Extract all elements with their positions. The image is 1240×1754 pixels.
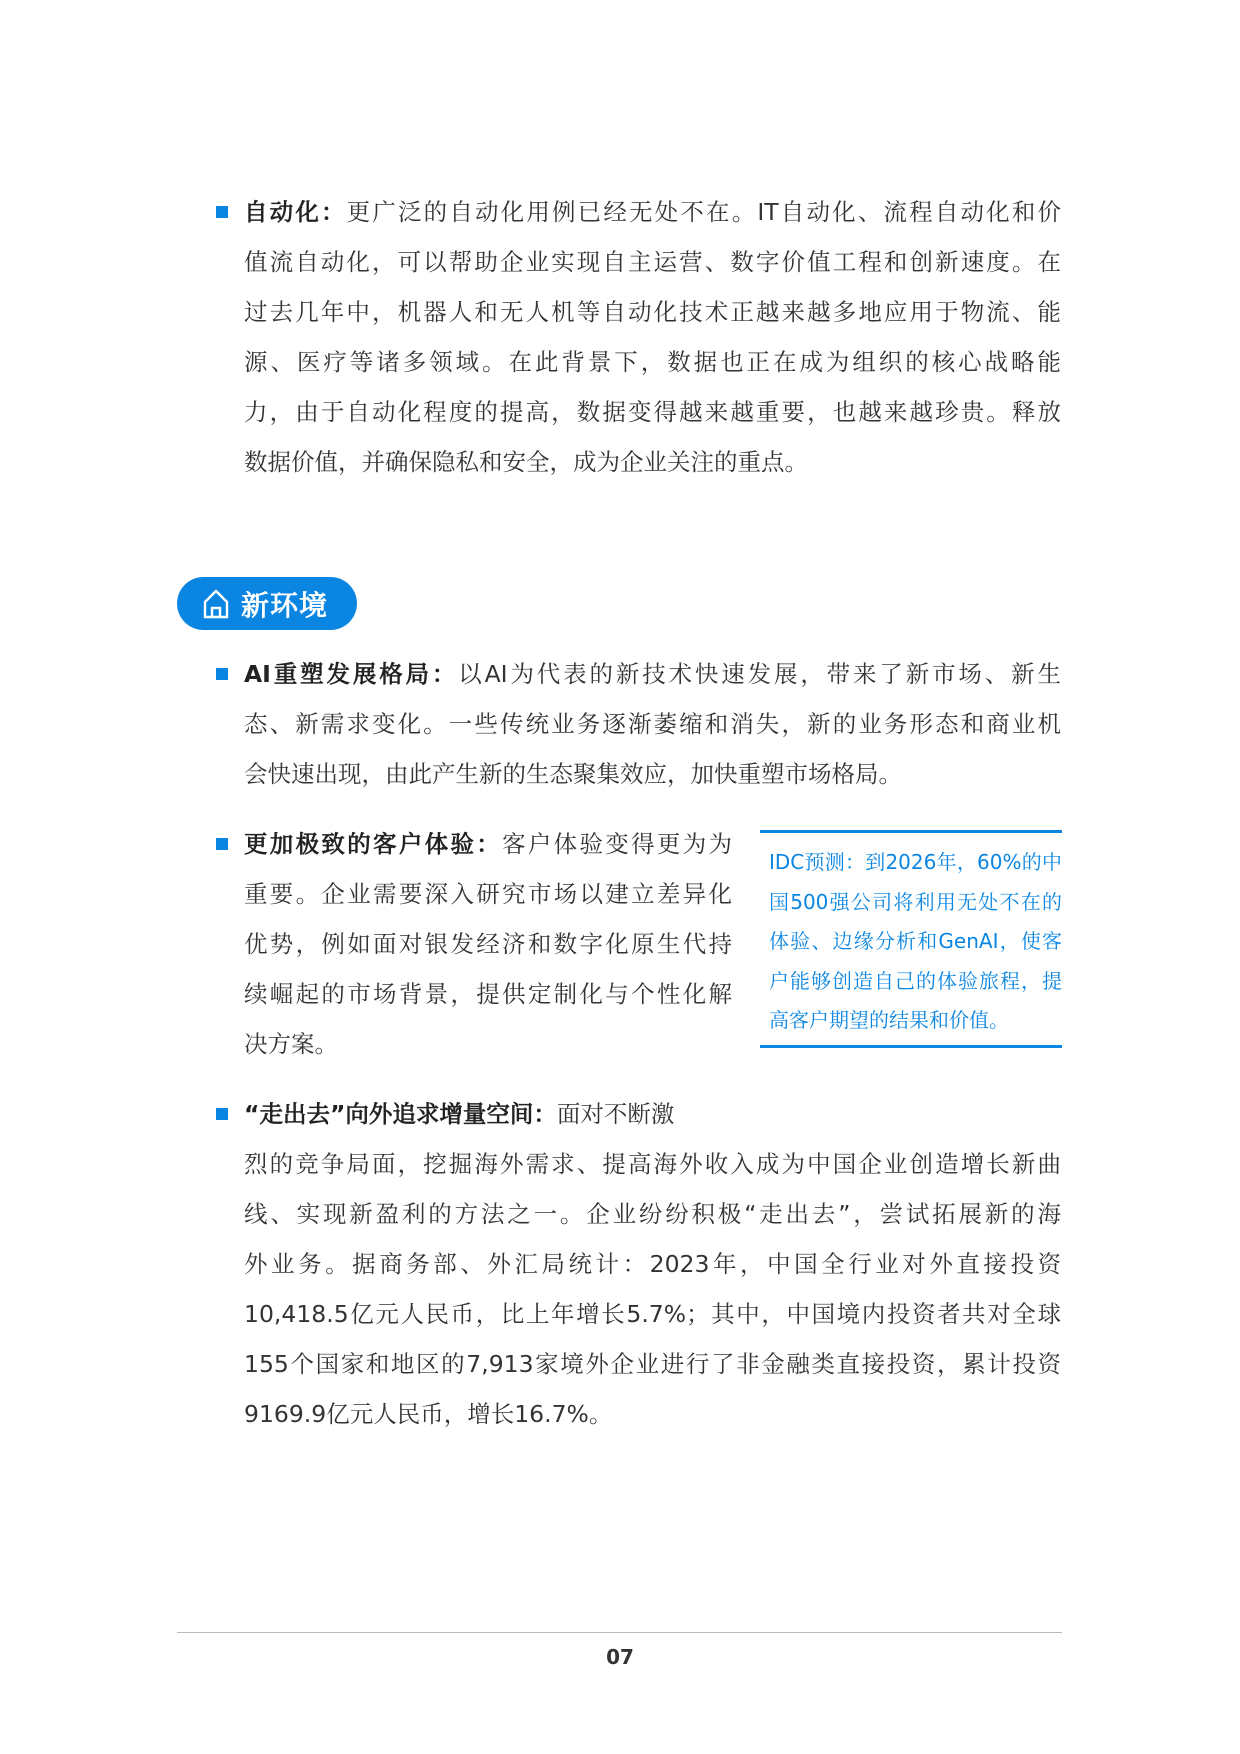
text-line: 优势，例如面对银发经济和数字化原生代持 bbox=[244, 930, 732, 958]
text-line bbox=[244, 649, 1061, 699]
bullet-marker bbox=[216, 206, 228, 218]
automation-paragraph bbox=[244, 187, 1061, 487]
ai-paragraph bbox=[244, 649, 1061, 799]
page-number: 07 bbox=[606, 1645, 634, 1669]
callout-line: 户能够创造自己的体验旅程，提 bbox=[769, 968, 1062, 993]
home-icon bbox=[203, 589, 229, 619]
text-line: 决方案。 bbox=[244, 1030, 338, 1058]
text-line bbox=[244, 1089, 1061, 1139]
idc-callout-box bbox=[760, 830, 1062, 1048]
bullet-marker bbox=[216, 668, 228, 680]
section-heading-new-environment bbox=[177, 577, 357, 630]
automation-title: 自动化： bbox=[244, 198, 347, 226]
text-line: 155个国家和地区的7,913家境外企业进行了非金融类直接投资，累计投资 bbox=[244, 1350, 1061, 1378]
text-line: 续崛起的市场背景，提供定制化与个性化解 bbox=[244, 980, 732, 1008]
section-title: 新环境 bbox=[241, 588, 329, 622]
text-line: 源、医疗等诸多领域。在此背景下，数据也正在成为组织的核心战略能 bbox=[244, 348, 1061, 376]
callout-line: 体验、边缘分析和GenAI，使客 bbox=[769, 929, 1062, 953]
callout-line: 高客户期望的结果和价值。 bbox=[769, 1008, 1009, 1032]
cx-paragraph bbox=[244, 819, 732, 1069]
text: 客户体验变得更为为 bbox=[502, 830, 733, 858]
text-line bbox=[244, 187, 1061, 237]
callout-line: 国500强公司将利用无处不在的 bbox=[769, 889, 1062, 914]
cx-title: 更加极致的客户体验： bbox=[244, 830, 503, 858]
text-line: 态、新需求变化。一些传统业务逐渐萎缩和消失，新的业务形态和商业机 bbox=[244, 710, 1061, 738]
text-line: 烈的竞争局面，挖掘海外需求、提高海外收入成为中国企业创造增长新曲 bbox=[244, 1150, 1061, 1178]
text-line: 会快速出现，由此产生新的生态聚集效应，加快重塑市场格局。 bbox=[244, 760, 902, 788]
callout-line: IDC预测：到2026年，60%的中 bbox=[769, 850, 1062, 874]
bullet-marker bbox=[216, 838, 228, 850]
text-line: 过去几年中，机器人和无人机等自动化技术正越来越多地应用于物流、能 bbox=[244, 298, 1061, 326]
text-line: 值流自动化，可以帮助企业实现自主运营、数字价值工程和创新速度。在 bbox=[244, 248, 1061, 276]
text: 更广泛的自动化用例已经无处不在。IT自动化、流程自动化和价 bbox=[346, 198, 1061, 226]
text: 面对不断激 bbox=[556, 1100, 675, 1128]
text-line: 线、实现新盈利的方法之一。企业纷纷积极“走出去”，尝试拓展新的海 bbox=[244, 1200, 1061, 1228]
bullet-marker bbox=[216, 1108, 228, 1120]
text-line: 9169.9亿元人民币，增长16.7%。 bbox=[244, 1400, 613, 1428]
text-line bbox=[244, 819, 732, 869]
ai-title: AI重塑发展格局： bbox=[244, 660, 459, 688]
global-paragraph bbox=[244, 1089, 1061, 1439]
text-line: 重要。企业需要深入研究市场以建立差异化 bbox=[244, 880, 732, 908]
text-line: 外业务。据商务部、外汇局统计：2023年，中国全行业对外直接投资 bbox=[244, 1250, 1061, 1278]
footer-divider bbox=[177, 1632, 1062, 1633]
global-title: “走出去”向外追求增量空间： bbox=[244, 1100, 557, 1128]
text: 以AI为代表的新技术快速发展，带来了新市场、新生 bbox=[458, 660, 1061, 688]
text-line: 10,418.5亿元人民币，比上年增长5.7%；其中，中国境内投资者共对全球 bbox=[244, 1300, 1061, 1328]
text-line: 力，由于自动化程度的提高，数据变得越来越重要，也越来越珍贵。释放 bbox=[244, 398, 1061, 426]
text-line: 数据价值，并确保隐私和安全，成为企业关注的重点。 bbox=[244, 448, 808, 476]
